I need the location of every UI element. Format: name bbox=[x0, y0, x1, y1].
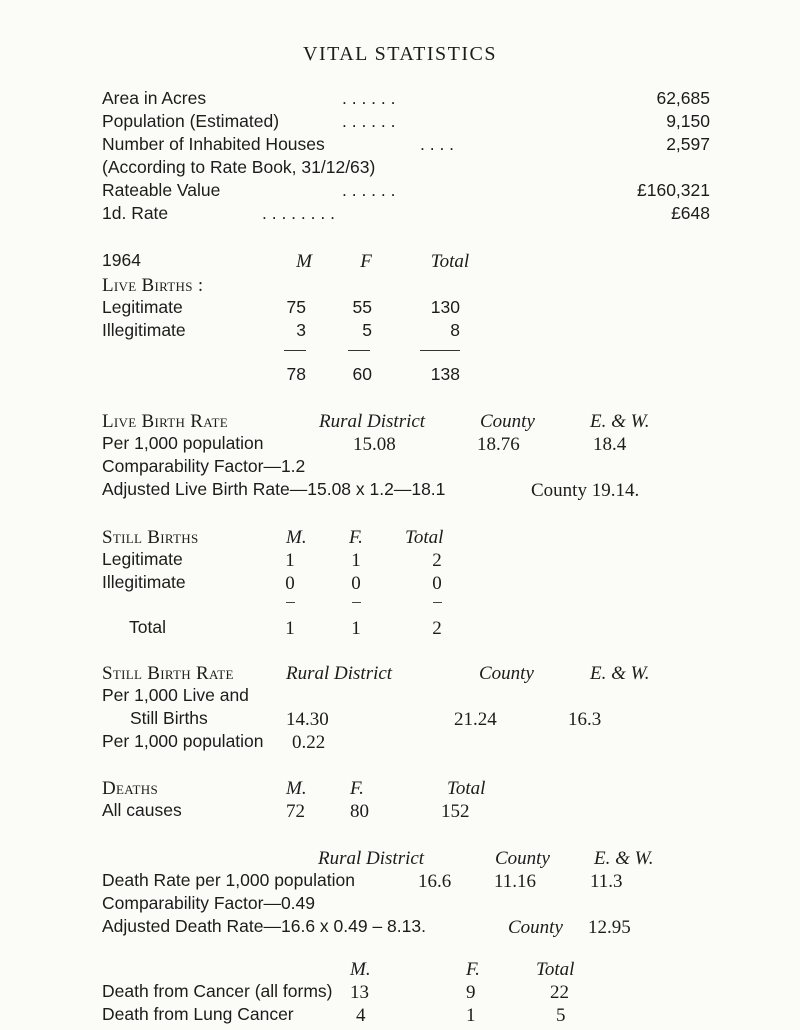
death-rate-head-ew: E. & W. bbox=[594, 848, 654, 869]
deaths-f: 80 bbox=[350, 801, 369, 822]
still-row-f: 0 bbox=[351, 573, 361, 594]
live-birth-rate-heading: Live Birth Rate bbox=[102, 411, 228, 432]
births-row-total: 8 bbox=[450, 320, 460, 340]
still-rule-m bbox=[286, 602, 295, 603]
still-head-f: F. bbox=[349, 527, 363, 548]
death-rate-head-rural: Rural District bbox=[318, 848, 425, 869]
still-rate-head-county: County bbox=[479, 663, 534, 684]
population-leader: . . . . . . bbox=[342, 111, 396, 131]
births-total-total: 138 bbox=[430, 364, 460, 384]
still-total-m: 1 bbox=[285, 618, 295, 639]
page-title: VITAL STATISTICS bbox=[303, 43, 497, 65]
lung-cancer-f: 1 bbox=[466, 1005, 476, 1026]
birth-comparability: Comparability Factor—1.2 bbox=[102, 456, 306, 476]
still-rule-total bbox=[433, 602, 442, 603]
cancer-row-label: Death from Cancer (all forms) bbox=[102, 981, 333, 1001]
lung-cancer-total: 5 bbox=[556, 1005, 566, 1026]
still-rule-f bbox=[352, 602, 361, 603]
still-row-m: 0 bbox=[285, 573, 295, 594]
rateable-value-label: Rateable Value bbox=[102, 180, 221, 200]
adjusted-death-county-label: County bbox=[508, 917, 563, 938]
births-rule-f bbox=[348, 350, 370, 351]
deaths-m: 72 bbox=[286, 801, 305, 822]
birth-rate-head-rural: Rural District bbox=[319, 411, 426, 432]
still-birth-rate-heading: Still Birth Rate bbox=[102, 663, 234, 684]
houses-label: Number of Inhabited Houses bbox=[102, 134, 325, 154]
births-total-m: 78 bbox=[286, 364, 306, 384]
houses-value: 2,597 bbox=[666, 134, 710, 154]
deaths-row-label: All causes bbox=[102, 800, 182, 820]
birth-rate-head-county: County bbox=[480, 411, 535, 432]
still-row-total: 2 bbox=[432, 550, 442, 571]
cancer-head-m: M. bbox=[350, 959, 371, 980]
births-row-total: 130 bbox=[430, 297, 460, 317]
births-year: 1964 bbox=[102, 250, 141, 270]
still-rate-head-ew: E. & W. bbox=[590, 663, 650, 684]
deaths-heading: Deaths bbox=[102, 778, 158, 799]
births-row-f: 5 bbox=[362, 320, 372, 340]
births-head-m: M bbox=[296, 251, 312, 272]
still-total-total: 2 bbox=[432, 618, 442, 639]
death-rate-county: 11.16 bbox=[494, 871, 537, 892]
deaths-head-m: M. bbox=[286, 778, 307, 799]
penny-rate-leader: . . . . . . . . bbox=[262, 203, 335, 223]
death-rate-head-county: County bbox=[495, 848, 550, 869]
still-rate-ew: 16.3 bbox=[568, 709, 602, 730]
births-row-label: Legitimate bbox=[102, 297, 183, 317]
live-births-heading: Live Births : bbox=[102, 275, 204, 296]
area-label: Area in Acres bbox=[102, 88, 207, 108]
still-row-label: Legitimate bbox=[102, 549, 183, 569]
still-rate-pop-value: 0.22 bbox=[292, 732, 326, 753]
deaths-head-f: F. bbox=[350, 778, 364, 799]
still-births-heading: Still Births bbox=[102, 527, 199, 548]
death-rate-ew: 11.3 bbox=[590, 871, 623, 892]
still-total-f: 1 bbox=[351, 618, 361, 639]
lung-cancer-m: 4 bbox=[356, 1005, 366, 1026]
births-head-f: F bbox=[360, 251, 372, 272]
birth-rate-head-ew: E. & W. bbox=[590, 411, 650, 432]
birth-rate-rural: 15.08 bbox=[353, 434, 396, 455]
penny-rate-value: £648 bbox=[671, 203, 710, 223]
cancer-row-m: 13 bbox=[350, 982, 369, 1003]
still-row-m: 1 bbox=[285, 550, 295, 571]
penny-rate-label: 1d. Rate bbox=[102, 203, 169, 223]
births-total-f: 60 bbox=[352, 364, 372, 384]
deaths-head-total: Total bbox=[447, 778, 486, 799]
births-row-f: 55 bbox=[352, 297, 372, 317]
still-row-f: 1 bbox=[351, 550, 361, 571]
death-comparability: Comparability Factor—0.49 bbox=[102, 893, 315, 913]
still-rate-line2: Still Births bbox=[130, 708, 208, 728]
births-row-label: Illegitimate bbox=[102, 320, 186, 340]
adjusted-birth-rate-county: County 19.14. bbox=[531, 480, 640, 501]
births-row-m: 3 bbox=[296, 320, 306, 340]
still-rate-head-rural: Rural District bbox=[286, 663, 393, 684]
rateable-value: £160,321 bbox=[637, 180, 710, 200]
still-rate-line3: Per 1,000 population bbox=[102, 731, 264, 751]
still-head-m: M. bbox=[286, 527, 307, 548]
area-leader: . . . . . . bbox=[342, 88, 396, 108]
population-value: 9,150 bbox=[666, 111, 710, 131]
births-row-m: 75 bbox=[286, 297, 306, 317]
death-rate-rural: 16.6 bbox=[418, 871, 452, 892]
births-head-total: Total bbox=[430, 251, 470, 272]
still-rate-rural: 14.30 bbox=[286, 709, 329, 730]
deaths-total: 152 bbox=[441, 801, 470, 822]
birth-rate-ew: 18.4 bbox=[593, 434, 627, 455]
still-head-total: Total bbox=[405, 527, 444, 548]
still-rate-line1: Per 1,000 Live and bbox=[102, 685, 249, 705]
lung-cancer-row-label: Death from Lung Cancer bbox=[102, 1004, 294, 1024]
births-rule-m bbox=[284, 350, 306, 351]
still-total-label: Total bbox=[129, 617, 166, 637]
adjusted-death-rate: Adjusted Death Rate—16.6 x 0.49 – 8.13. bbox=[102, 916, 426, 936]
rate-book-note: (According to Rate Book, 31/12/63) bbox=[102, 157, 376, 177]
rateable-value-leader: . . . . . . bbox=[342, 180, 396, 200]
still-rate-county: 21.24 bbox=[454, 709, 497, 730]
still-row-label: Illegitimate bbox=[102, 572, 186, 592]
cancer-row-f: 9 bbox=[466, 982, 476, 1003]
birth-rate-per-label: Per 1,000 population bbox=[102, 433, 264, 453]
cancer-head-total: Total bbox=[536, 959, 575, 980]
birth-rate-county: 18.76 bbox=[477, 434, 520, 455]
still-row-total: 0 bbox=[432, 573, 442, 594]
cancer-head-f: F. bbox=[466, 959, 480, 980]
death-rate-line: Death Rate per 1,000 population bbox=[102, 870, 355, 890]
births-rule-total bbox=[420, 350, 460, 351]
population-label: Population (Estimated) bbox=[102, 111, 280, 131]
area-value: 62,685 bbox=[656, 88, 710, 108]
adjusted-death-county-value: 12.95 bbox=[588, 917, 631, 938]
cancer-row-total: 22 bbox=[550, 982, 569, 1003]
houses-leader: . . . . bbox=[420, 134, 455, 154]
adjusted-birth-rate: Adjusted Live Birth Rate—15.08 x 1.2—18.1 bbox=[102, 479, 446, 499]
